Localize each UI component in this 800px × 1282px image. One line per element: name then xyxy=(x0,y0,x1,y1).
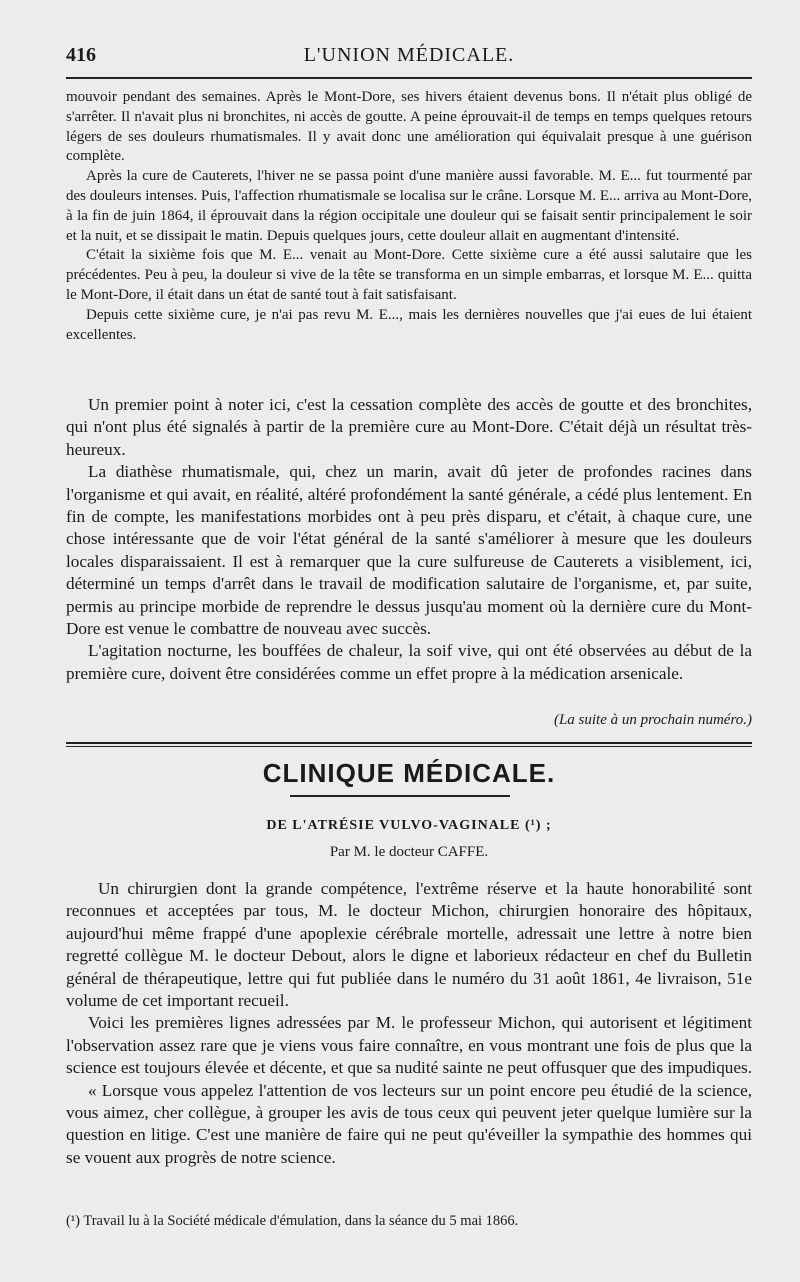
section-rule-thin xyxy=(66,746,752,747)
paragraph: L'agitation nocturne, les bouffées de chaleur, la soif vive, qui ont été observées au début de la première cure, doivent être considérées comme un effet propre à la médication arsenicale. xyxy=(66,641,752,683)
section-rule xyxy=(66,742,752,744)
discussion-text xyxy=(66,394,752,685)
running-title: L'UNION MÉDICALE. xyxy=(303,44,515,66)
paragraph: Voici les premières lignes adressées par M. le professeur Michon, qui autorisent et légitiment l'observation assez rare que je viens vous faire connaître, en vous montrant une fois de plus que la science est toujours élevée et décente, et que sa nudité sainte ne peut offusquer que des impudiques. xyxy=(66,1013,752,1078)
article-body xyxy=(66,878,752,1169)
paragraph: « Lorsque vous appelez l'attention de vos lecteurs sur un point encore peu étudié de la science, vous aimez, cher collègue, à grouper les avis de tous ceux qui peuvent jeter quelque lumière sur la question en litige. C'est une manière de faire qui ne peut qu'éveiller la sympathie des hommes qui se vouent aux progrès de notre science. xyxy=(66,1080,752,1167)
page-header xyxy=(66,44,752,74)
continued-text xyxy=(66,88,752,345)
section-title: CLINIQUE MÉDICALE. xyxy=(262,758,556,788)
paragraph: C'était la sixième fois que M. E... venait au Mont-Dore. Cette sixième cure a été aussi salutaire que les précédentes. Peu à peu, la douleur si vive de la tête se transforma en un simple embarras, et lorsque M. E... quitta le Mont-Dore, il était dans un état de santé tout à fait satisfaisant. xyxy=(66,247,752,303)
paragraph: Un chirurgien dont la grande compétence, l'extrême réserve et la haute honorabilité sont reconnues et acceptées par tous, M. le docteur Michon, chirurgien honoraire des hôpitaux, aujourd'hui même frappé d'une apoplexie cérébrale mortelle, adressait une lettre à notre bien regretté collègue M. le docteur Debout, alors le digne et laborieux rédacteur en chef du Bulletin général de thérapeutique, lettre qui fut publiée dans le numéro du 31 août 1861, 4e livraison, 51e volume de cet important recueil. xyxy=(66,879,752,1011)
paragraph: La diathèse rhumatismale, qui, chez un marin, avait dû jeter de profondes racines dans l'organisme et qui avait, en réalité, altéré profondément la santé générale, a cédé plus lentement. En fin de compte, les manifestations morbides ont à peu près disparu, et c'était, à chaque cure, une chose intéressante que de voir l'état général de la santé s'améliorer à mesure que les douleurs locales disparaissaient. Il est à remarquer que la cure sulfureuse de Cauterets a visiblement, ici, déterminé un temps d'arrêt dans le travail de modification salutaire de l'organisme, et, par suite, permis au principe morbide de reprendre le dessus jusqu'au moment où la dernière cure du Mont-Dore est venue le combattre de nouveau avec succès. xyxy=(66,462,752,639)
paragraph: Après la cure de Cauterets, l'hiver ne se passa point d'une manière aussi favorable. M. E... fut tourmenté par des douleurs intenses. Puis, l'affection rhumatismale se localisa sur le crâne. Lorsque M. E... arriva au Mont-Dore, à la fin de juin 1864, il éprouvait dans la région occipitale une douleur qui se faisait sentir principalement le soir et la nuit, et se dissipait le matin. Depuis quelques jours, cette douleur allait en augmentant d'intensité. xyxy=(66,168,752,244)
page-number: 416 xyxy=(66,44,96,66)
section-underline xyxy=(290,795,510,797)
paragraph: mouvoir pendant des semaines. Après le Mont-Dore, ses hivers étaient devenus bons. Il n'était plus obligé de s'arrêter. Il n'avait plus ni bronchites, ni accès de goutte. A peine éprouvait-il de temps en temps quelques retours légers de ses douleurs rhumatismales. Il y avait donc une amélioration qui équivalait presque à une guérison complète. xyxy=(66,89,752,165)
paragraph: Un premier point à noter ici, c'est la cessation complète des accès de goutte et des bronchites, qui n'ont plus été signalés à partir de la première cure au Mont-Dore. C'était déjà un résultat très-heureux. xyxy=(66,395,752,459)
article-byline: Par M. le docteur CAFFE. xyxy=(329,844,489,860)
to-be-continued: (La suite à un prochain numéro.) xyxy=(553,712,752,728)
footnote: (¹) Travail lu à la Société médicale d'émulation, dans la séance du 5 mai 1866. xyxy=(66,1213,519,1229)
header-rule xyxy=(66,77,752,79)
paragraph: Depuis cette sixième cure, je n'ai pas revu M. E..., mais les dernières nouvelles que j'ai eues de lui étaient excellentes. xyxy=(66,306,752,343)
article-title: DE L'ATRÉSIE VULVO-VAGINALE (¹) ; xyxy=(266,818,552,833)
